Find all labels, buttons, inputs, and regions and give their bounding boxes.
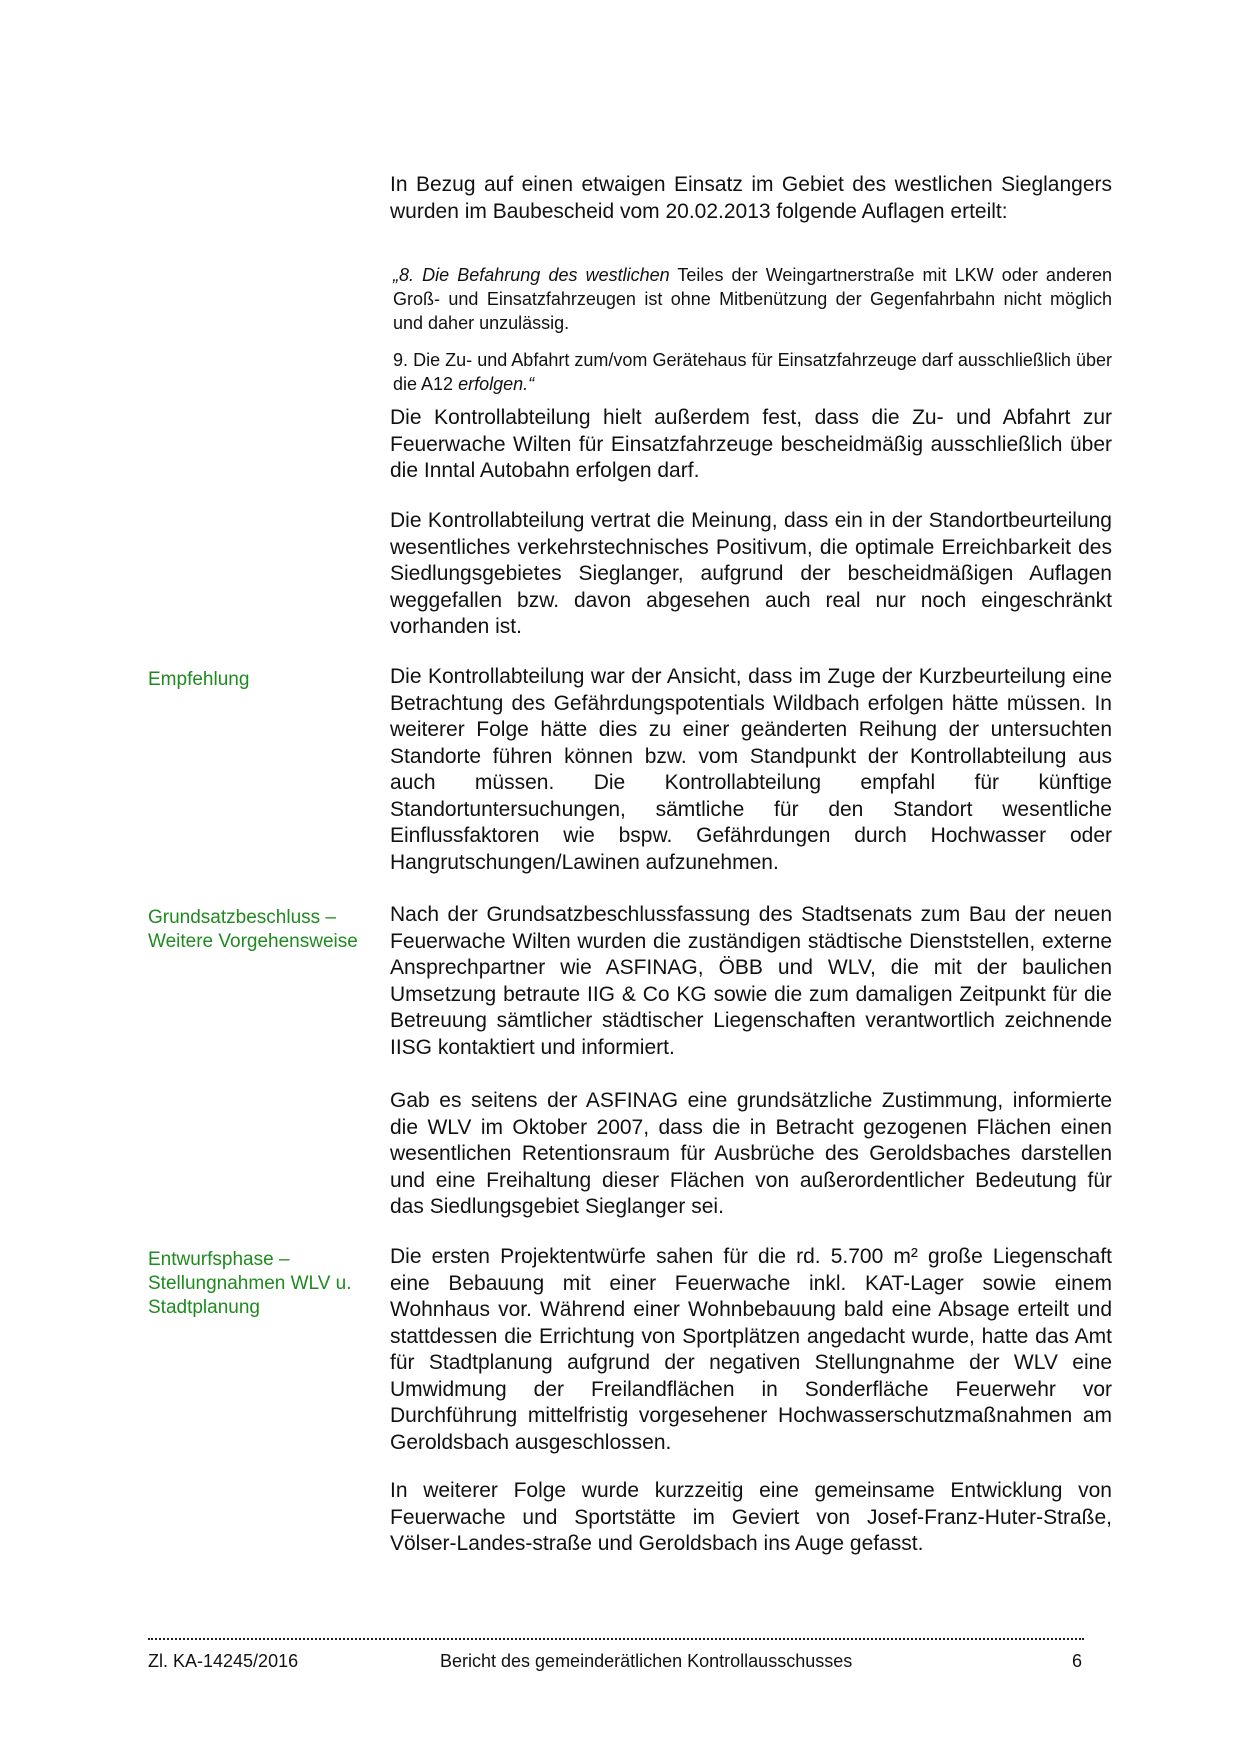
paragraph-asfinag: Gab es seitens der ASFINAG eine grundsätzliche Zustimmung, informierte die WLV im Oktober 2007, dass die in Betracht gezogenen Flächen einen wesentlichen Retentionsraum für Ausbrüche des Geroldsbaches darstellen und eine Freihaltung dieser Flächen von außerordentlicher Bedeutung für das Siedlungsgebiet Sieglanger sei. <box>390 1089 1112 1218</box>
footer-divider <box>148 1638 1084 1640</box>
quote-condition-8 <box>393 263 1112 335</box>
paragraph-empfehlung: Die Kontrollabteilung war der Ansicht, dass im Zuge der Kurzbeurteilung eine Betrachtung des Gefährdungspotentials Wildbach erfolgen hätte müssen. In weiterer Folge hätte dies zu einer geänderten Reihung der untersuchten Standorte führen können bzw. vom Standpunkt der Kontrollabteilung aus auch müssen. Die Kontrollabteilung empfahl für künftige Standortuntersuchungen, sämtliche für den Standort wesentliche Einflussfaktoren wie bspw. Gefährdungen durch Hochwasser oder Hangrutschungen/Lawinen aufzunehmen. <box>390 665 1112 874</box>
side-heading-grundsatzbeschluss: Grundsatzbeschluss – Weitere Vorgehensweise <box>148 907 358 952</box>
paragraph-entwurfsphase: Die ersten Projektentwürfe sahen für die rd. 5.700 m² große Liegenschaft eine Bebauung mit einer Feuerwache inkl. KAT-Lager sowie einem Wohnhaus vor. Während einer Wohnbebauung bald eine Absage erteilt und stattdessen die Errichtung von Sportplätzen angedacht wurde, hatte das Amt für Stadtplanung aufgrund der negativen Stellungnahme der WLV eine Umwidmung der Freilandflächen in Sonderfläche Feuerwehr vor Durchführung mittelfristig vorgesehener Hochwasserschutzmaßnahmen am Geroldsbach ausgeschlossen. <box>390 1245 1112 1454</box>
paragraph-meinung: Die Kontrollabteilung vertrat die Meinung, dass ein in der Standortbeurteilung wesentliches verkehrstechnisches Positivum, die optimale Erreichbarkeit des Siedlungsgebietes Sieglanger, aufgrund der bescheidmäßigen Auflagen weggefallen bzw. davon abgesehen auch real nur noch eingeschränkt vorhanden ist. <box>390 509 1112 638</box>
quote-9-italic: erfolgen.“ <box>458 374 535 394</box>
quote-8-text: Teiles der Weingartnerstraße mit LKW oder anderen Groß- und Einsatzfahrzeugen ist ohne Mitbenützung der Gegenfahrbahn nicht möglich und daher unzulässig. <box>393 265 1112 333</box>
quote-8-italic: „8. Die Befahrung des westlichen <box>393 265 670 285</box>
quote-9-text: 9. Die Zu- und Abfahrt zum/vom Gerätehaus für Einsatzfahrzeuge darf ausschließlich über die A12 <box>393 350 1112 394</box>
footer-page-number: 6 <box>1072 1651 1083 1671</box>
paragraph-weitere-folge: In weiterer Folge wurde kurzzeitig eine gemeinsame Entwicklung von Feuerwache und Sportstätte im Geviert von Josef-Franz-Huter-Straße, Völser-Landes-straße und Geroldsbach ins Auge gefasst. <box>390 1479 1112 1555</box>
side-heading-empfehlung: Empfehlung <box>148 669 250 690</box>
paragraph-zufahrt: Die Kontrollabteilung hielt außerdem fest, dass die Zu- und Abfahrt zur Feuerwache Wilten für Einsatzfahrzeuge bescheidmäßig ausschließlich über die Inntal Autobahn erfolgen darf. <box>390 406 1112 482</box>
paragraph-baubescheid-intro: In Bezug auf einen etwaigen Einsatz im Gebiet des westlichen Sieglangers wurden im Baubescheid vom 20.02.2013 folgende Auflagen erteilt: <box>390 173 1112 223</box>
side-heading-entwurfsphase: Entwurfsphase – Stellungnahmen WLV u. Stadtplanung <box>148 1249 352 1318</box>
quote-condition-9 <box>393 348 1112 396</box>
paragraph-grundsatzbeschluss: Nach der Grundsatzbeschlussfassung des Stadtsenats zum Bau der neuen Feuerwache Wilten wurden die zuständigen städtische Dienststellen, externe Ansprechpartner wie ASFINAG, ÖBB und WLV, die mit der baulichen Umsetzung betraute IIG & Co KG sowie die zum damaligen Zeitpunkt für die Betreuung sämtlicher städtischer Liegenschaften verantwortlich zeichnende IISG kontaktiert und informiert. <box>390 903 1112 1059</box>
footer-title: Bericht des gemeinderätlichen Kontrollausschusses <box>440 1651 853 1671</box>
footer-reference: Zl. KA-14245/2016 <box>148 1651 299 1671</box>
